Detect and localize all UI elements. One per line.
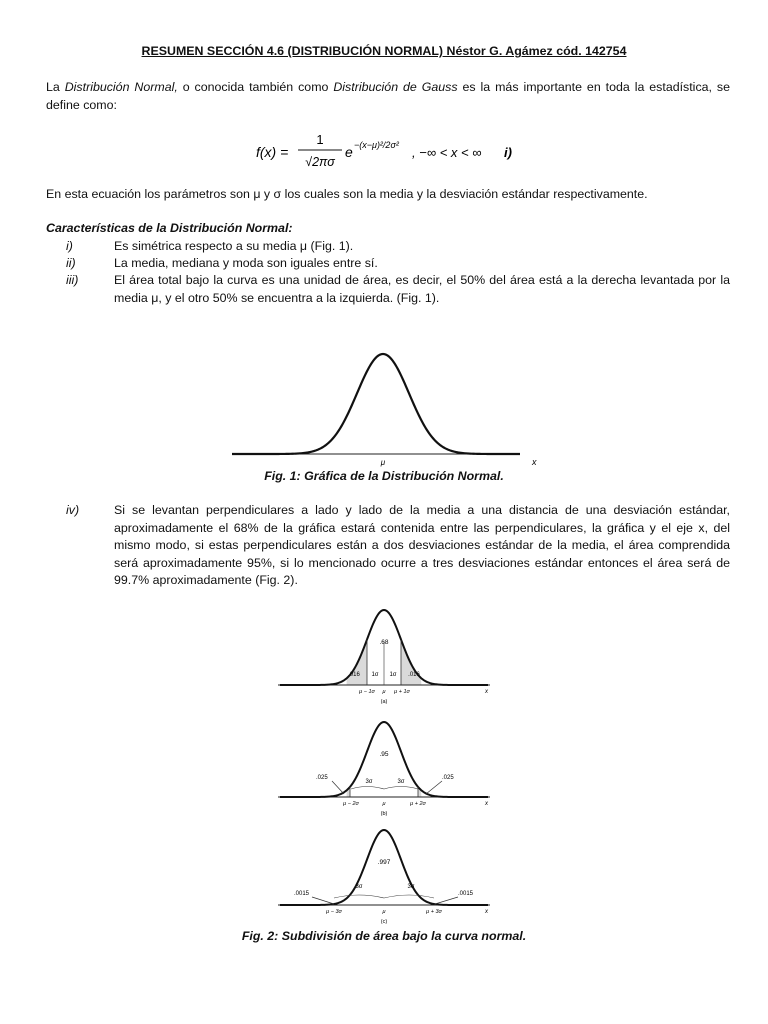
intro-em-gauss: Distribución de Gauss <box>333 80 458 94</box>
fig2c-sigma-left: 3σ <box>355 884 363 890</box>
fig2a-sigma-left: 1σ <box>371 672 379 678</box>
fig2b-sigma-left: 3σ <box>365 779 373 785</box>
list-item-text: El área total bajo la curva es una unidad de área, es decir, el 50% del área está a la derecha levantada por la media μ, y el otro 50% se encuentra a la izquierda. (Fig. 1). <box>114 273 730 305</box>
figure-2c-three-sigma <box>272 822 502 928</box>
fig2a-right-tail-area: .016 <box>408 672 420 678</box>
fig2a-tick-right: μ + 1σ <box>394 689 410 695</box>
formula-numerator: 1 <box>316 132 324 147</box>
fig2c-tick-mean: μ <box>382 909 386 915</box>
list-item-number: iii) <box>66 273 79 287</box>
formula-equation-label: i) <box>504 145 512 160</box>
list-item-text: Es simétrica respecto a su media μ (Fig. 1). <box>114 239 354 253</box>
fig2c-bell-curve <box>280 830 488 905</box>
fig2b-sublabel: (b) <box>380 811 388 817</box>
fig2b-right-leader <box>426 781 442 794</box>
list-item <box>66 272 730 308</box>
list-item-text: La media, mediana y moda son iguales entre sí. <box>114 256 378 270</box>
figure-2-caption: Fig. 2: Subdivisión de área bajo la curva normal. <box>241 929 527 943</box>
intro-text-1: La <box>46 80 65 94</box>
formula-range: , −∞ < x < ∞ <box>412 145 482 160</box>
fig2c-left-leader <box>312 897 334 904</box>
formula-denominator: √2πσ <box>305 155 335 169</box>
list-item-number: iv) <box>66 503 80 517</box>
fig1-mu-label: μ <box>380 458 386 467</box>
intro-em-normal: Distribución Normal, <box>64 80 178 94</box>
normal-pdf-formula <box>0 130 768 172</box>
list-item-number: i) <box>66 239 73 253</box>
list-item-number: ii) <box>66 256 76 270</box>
fig2b-left-tail-area: .025 <box>316 775 328 781</box>
list-item <box>66 238 730 256</box>
fig2c-sigma-right: 3σ <box>407 884 415 890</box>
fig2a-left-tail-area: .016 <box>348 672 360 678</box>
fig2a-tick-mean: μ <box>382 689 386 695</box>
fig2c-x-label: x <box>485 909 488 915</box>
fig2c-center-area: .997 <box>377 859 391 866</box>
fig2c-right-tail-area: .0015 <box>458 891 474 897</box>
fig2c-sublabel: (c) <box>380 919 388 925</box>
fig2a-tick-left: μ − 1σ <box>359 689 375 695</box>
fig2a-center-area: .68 <box>379 639 389 646</box>
fig2b-sigma-right: 3σ <box>397 779 405 785</box>
fig2b-brace <box>351 787 418 790</box>
fig2b-x-label: x <box>485 801 488 807</box>
fig2b-tick-left: μ − 2σ <box>343 801 359 807</box>
fig2a-sigma-right: 1σ <box>389 672 397 678</box>
fig2c-left-tail-area: .0015 <box>294 891 310 897</box>
fig2b-tick-right: μ + 2σ <box>410 801 426 807</box>
list-item <box>66 502 730 592</box>
formula-exponent: −(x−μ)²/2σ² <box>354 140 399 150</box>
figure-2b-two-sigma <box>272 714 502 820</box>
fig2c-right-leader <box>435 897 458 904</box>
formula-lhs: f(x) = <box>256 144 289 160</box>
fig2a-sublabel: (a) <box>380 699 388 705</box>
fig2b-center-area: .95 <box>379 751 389 758</box>
fig2a-x-label: x <box>485 689 488 695</box>
fig2b-tick-mean: μ <box>382 801 386 807</box>
fig2c-tick-left: μ − 3σ <box>326 909 342 915</box>
formula-base: e <box>345 144 353 160</box>
figure-2a-one-sigma <box>272 602 502 708</box>
fig2b-right-tail-area: .025 <box>442 775 454 781</box>
fig2b-bell-curve <box>280 722 488 797</box>
intro-text-3: es la más importante en toda la estadística, se define como: <box>46 80 730 112</box>
list-item <box>66 255 730 273</box>
characteristics-heading: Características de la Distribución Normal: <box>46 221 293 235</box>
figure-1-normal-curve <box>220 344 550 470</box>
fig2b-left-leader <box>332 781 344 794</box>
list-item-text: Si se levantan perpendiculares a lado y lado de la media a una distancia de una desviación estándar, aproximadamente el 68% de la gráfica estará contenida entre las perpendiculares, la gráfica y el eje x, del mismo modo, si estas perpendiculares están a dos desviaciones estándar de la media, el área comprendida será aproximadamente 95%, si lo mencionado ocurre a tres desviaciones estándar entonces el área será de 99.7% aproximadamente (Fig. 2). <box>114 503 730 587</box>
fig1-bell-curve <box>232 354 520 454</box>
params-paragraph: En esta ecuación los parámetros son μ y σ los cuales son la media y la desviación estándar respectivamente. <box>46 187 648 201</box>
fig1-x-label: x <box>532 457 537 467</box>
intro-paragraph <box>46 79 730 114</box>
fig2c-tick-right: μ + 3σ <box>426 909 442 915</box>
document-title: RESUMEN SECCIÓN 4.6 (DISTRIBUCIÓN NORMAL) Néstor G. Agámez cód. 142754 <box>141 44 627 58</box>
intro-text-2: o conocida también como <box>177 80 334 94</box>
figure-1-caption: Fig. 1: Gráfica de la Distribución Normal. <box>264 469 504 483</box>
